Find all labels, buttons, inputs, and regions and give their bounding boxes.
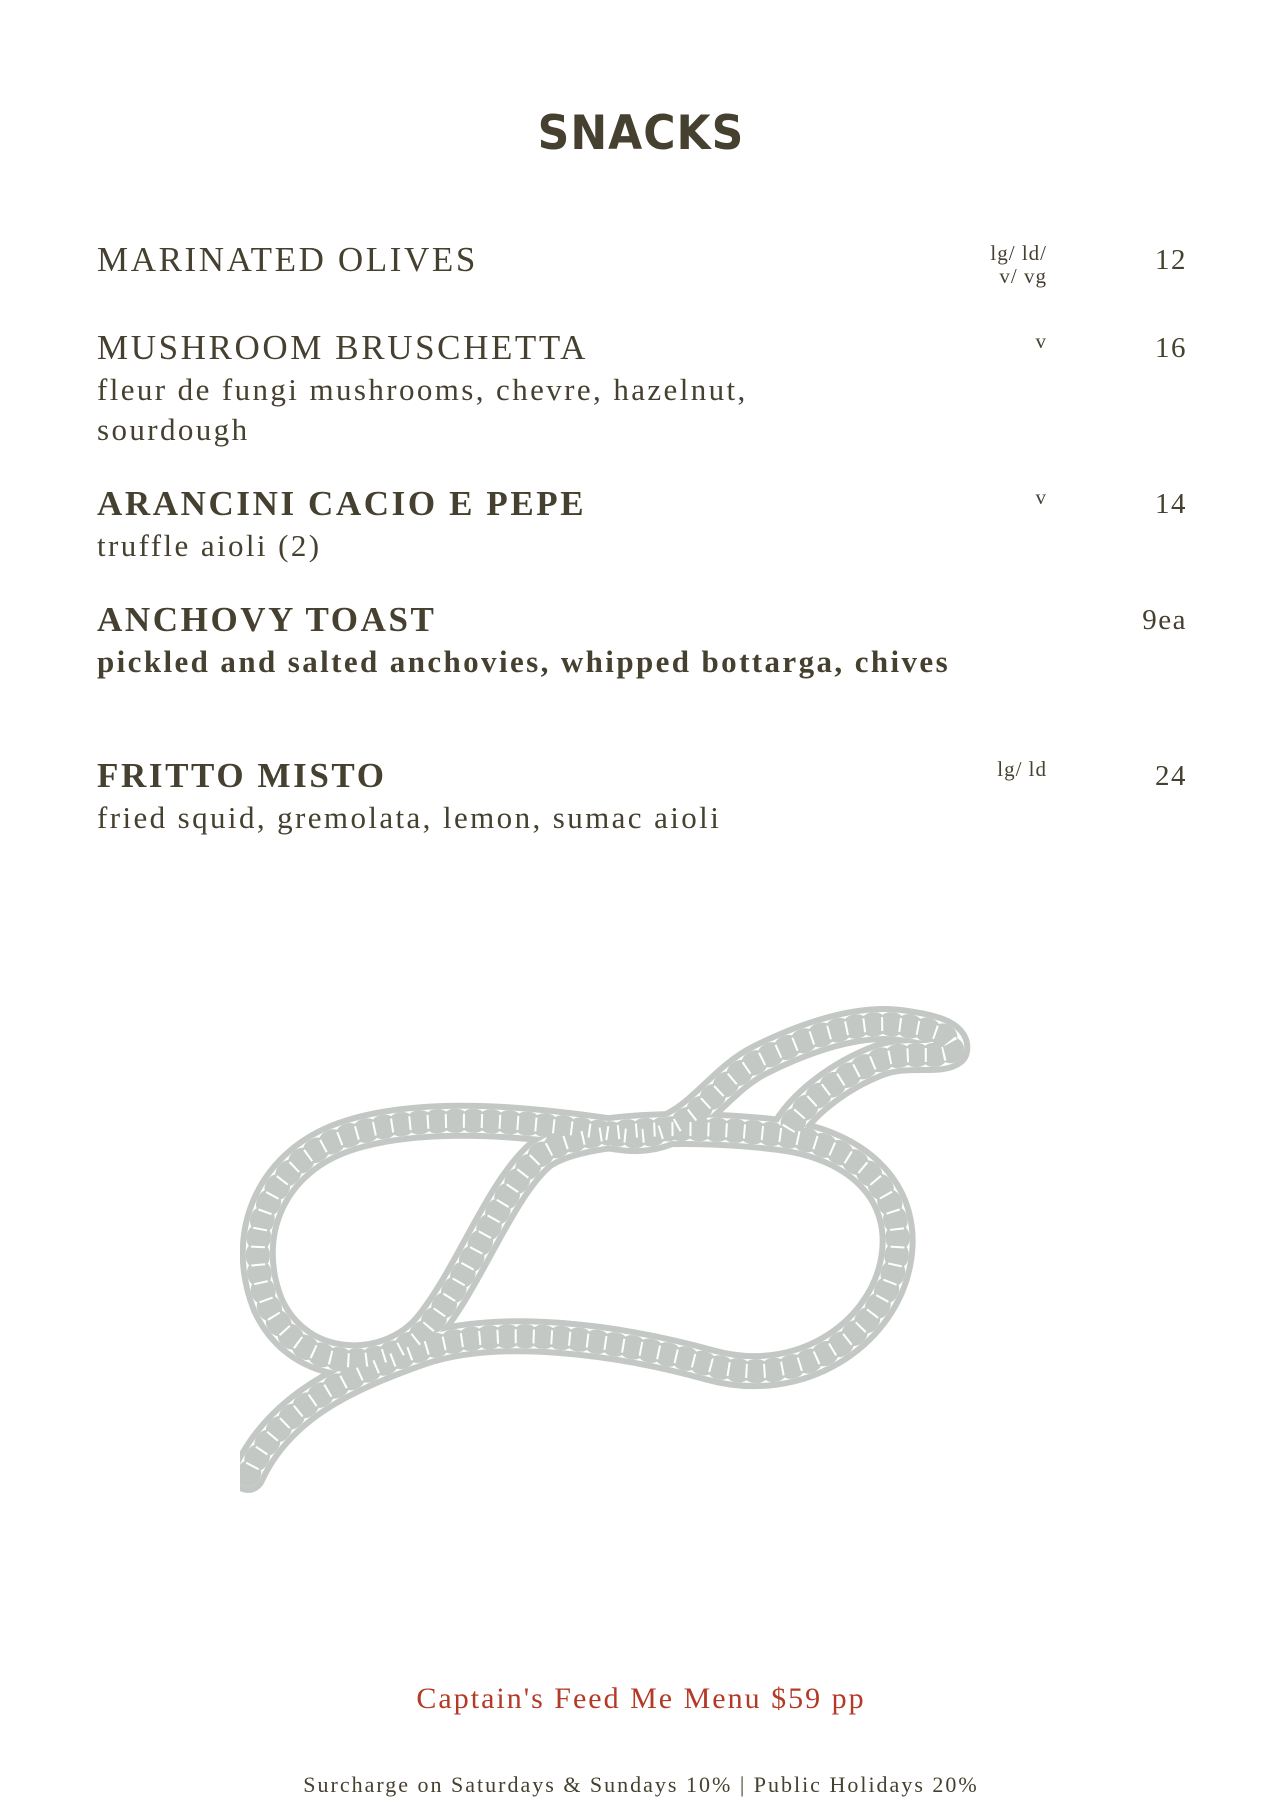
surcharge-note: Surcharge on Saturdays & Sundays 10% | Public Holidays 20%	[303, 1772, 979, 1797]
menu-item-fritto-misto	[97, 756, 1187, 838]
item-name: ANCHOVY TOAST	[97, 600, 437, 639]
menu-item-anchovy-toast	[97, 600, 1187, 682]
item-description: truffle aioli (2)	[97, 528, 322, 563]
page-title: SNACKS	[537, 105, 745, 162]
item-name: MARINATED OLIVES	[97, 240, 478, 279]
dietary-tags: lg/ ld	[997, 757, 1047, 781]
item-price: 16	[1155, 332, 1187, 364]
item-description: fleur de fungi mushrooms, chevre, hazelnut, sourdough	[97, 372, 748, 447]
item-price: 9ea	[1142, 604, 1187, 636]
menu-item-marinated-olives	[97, 240, 1187, 288]
item-name: ARANCINI CACIO E PEPE	[97, 484, 587, 523]
item-price: 24	[1155, 760, 1187, 792]
dietary-tags: lg/ ld/ v/ vg	[990, 241, 1047, 288]
dietary-tags: v	[1035, 329, 1047, 353]
feed-me-menu-note: Captain's Feed Me Menu $59 pp	[416, 1682, 866, 1715]
rope-knot-icon	[240, 1005, 1060, 1505]
item-description: pickled and salted anchovies, whipped bottarga, chives	[97, 644, 951, 679]
menu-item-arancini-cacio-e-pepe	[97, 484, 1187, 566]
item-description: fried squid, gremolata, lemon, sumac aioli	[97, 800, 722, 835]
item-name: FRITTO MISTO	[97, 756, 387, 795]
item-price: 12	[1155, 244, 1187, 276]
menu-item-mushroom-bruschetta	[97, 328, 1187, 450]
dietary-tags: v	[1035, 485, 1047, 509]
item-price: 14	[1155, 488, 1187, 520]
item-name: MUSHROOM BRUSCHETTA	[97, 328, 588, 367]
